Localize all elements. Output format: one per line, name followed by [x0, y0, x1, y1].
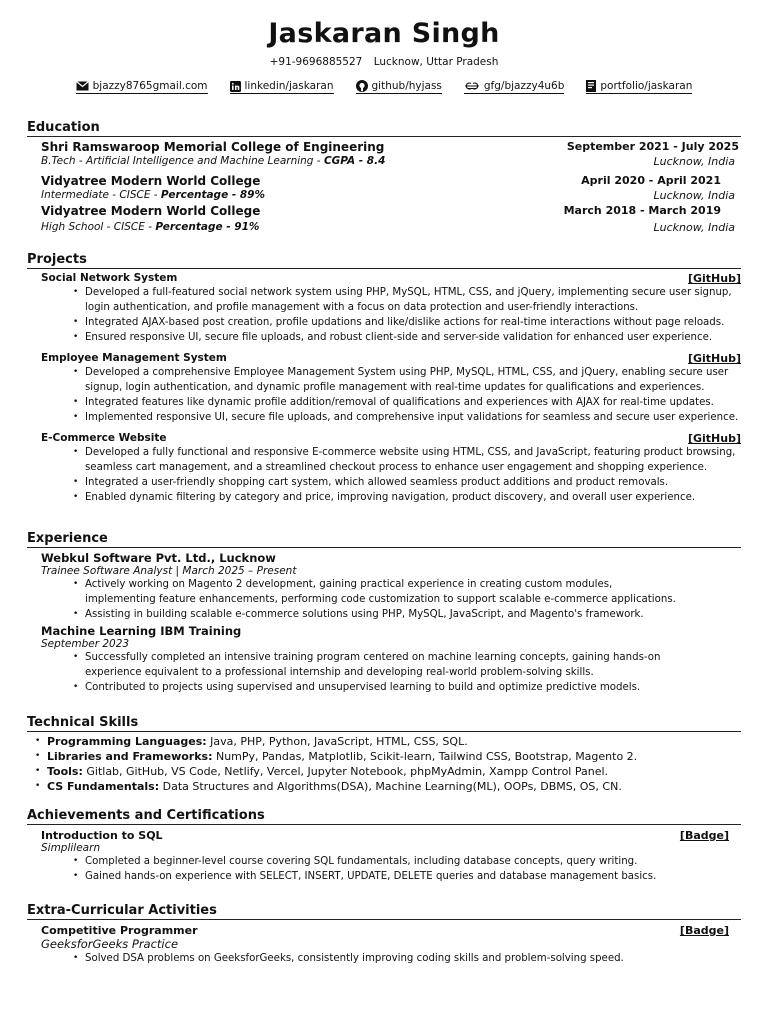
- activity-title: Competitive Programmer: [41, 924, 198, 937]
- skill-row: • CS Fundamentals: Data Structures and Algorithms(DSA), Machine Learning(ML), OOPs, DBMS, OS, CN.: [47, 779, 741, 794]
- section-title: Achievements and Certifications: [27, 808, 741, 825]
- project-title: Social Network System: [41, 272, 178, 284]
- bullet: • Actively working on Magento 2 development, gaining practical experience in creating custom modules, implementing feature enhancements, performing code customization to support scalable e-commerce applications.: [85, 577, 741, 607]
- github-link[interactable]: [356, 80, 442, 94]
- badge-link[interactable]: [Badge]: [679, 924, 729, 937]
- contact-links: [0, 80, 768, 94]
- section-title: Projects: [27, 252, 741, 269]
- institution-name: Shri Ramswaroop Memorial College of Engineering: [41, 140, 385, 154]
- education-date: March 2018 - March 2019: [563, 204, 721, 217]
- portfolio-icon: [586, 80, 596, 92]
- bullet: • Completed a beginner-level course covering SQL fundamentals, including database concepts, query writing.: [85, 854, 741, 869]
- project-entry: [41, 272, 741, 345]
- education-place: Lucknow, India: [653, 155, 735, 168]
- portfolio-text: portfolio/jaskaran: [600, 80, 693, 92]
- bullet: • Integrated AJAX-based post creation, profile updations and like/dislike actions for real-time interactions without page reloads.: [85, 315, 741, 330]
- section-title: Education: [27, 120, 741, 137]
- institution-name: Vidyatree Modern World College: [41, 174, 261, 188]
- certification-title: Introduction to SQL: [41, 829, 163, 842]
- email-link[interactable]: [76, 80, 208, 94]
- bullet: • Integrated features like dynamic profile addition/removal of qualifications and experiences with AJAX for real-time updates.: [85, 395, 741, 410]
- company-name: Webkul Software Pvt. Ltd., Lucknow: [41, 551, 276, 565]
- github-link[interactable]: [GitHub]: [687, 272, 741, 285]
- skill-row: • Tools: Gitlab, GitHub, VS Code, Netlify, Vercel, Jupyter Notebook, phpMyAdmin, Xampp Control Panel.: [47, 764, 741, 779]
- section-title: Technical Skills: [27, 715, 741, 732]
- project-title: Employee Management System: [41, 352, 227, 364]
- institution-name: Vidyatree Modern World College: [41, 204, 261, 218]
- bullet: • Developed a comprehensive Employee Management System using PHP, MySQL, HTML, CSS, and jQuery, enabling secure user signup, login authentication, and dynamic profile management with real-time updates for qualifications and experiences.: [85, 365, 741, 395]
- github-text: github/hyjass: [371, 80, 442, 92]
- candidate-name: Jaskaran Singh: [268, 18, 500, 49]
- bullet: • Developed a fully functional and responsive E-commerce website using HTML, CSS, and JavaScript, featuring product browsing, seamless cart management, and a streamlined checkout process to enhance user engagement and shopping experience.: [85, 445, 741, 475]
- gfg-link[interactable]: [464, 80, 565, 94]
- bullet: • Ensured responsive UI, secure file uploads, and robust client-side and server-side validation for enhanced user experience.: [85, 330, 741, 345]
- gfg-text: gfg/bjazzy4u6b: [483, 80, 565, 92]
- experience-entry: [41, 624, 741, 695]
- github-link[interactable]: [GitHub]: [687, 432, 741, 445]
- section-title: Experience: [27, 531, 741, 548]
- project-entry: [41, 432, 741, 505]
- education-entry: [41, 174, 741, 202]
- bullet: • Developed a full-featured social network system using PHP, MySQL, HTML, CSS, and jQuery, implementing secure user signup, login authentication, and profile management with a focus on data protection and user-friendly interactions.: [85, 285, 741, 315]
- bullet: • Gained hands-on experience with SELECT, INSERT, UPDATE, DELETE queries and database management basics.: [85, 869, 741, 884]
- score: CGPA - 8.4: [323, 155, 386, 167]
- role: Trainee Software Analyst | March 2025 – Present: [41, 565, 297, 577]
- phone-number: +91-9696885527: [269, 56, 363, 68]
- projects-section: [27, 252, 741, 505]
- degree: Intermediate - CISCE -: [41, 189, 161, 201]
- score: Percentage - 91%: [155, 221, 260, 233]
- github-link[interactable]: [GitHub]: [687, 352, 741, 365]
- bullet: • Contributed to projects using supervised and unsupervised learning to build and optimize predictive models.: [85, 680, 741, 695]
- linkedin-text: linkedin/jaskaran: [244, 80, 334, 92]
- education-place: Lucknow, India: [653, 189, 735, 202]
- skills-section: [27, 715, 741, 794]
- bullet: • Integrated a user-friendly shopping cart system, which allowed seamless product additions and product removals.: [85, 475, 741, 490]
- section-title: Extra-Curricular Activities: [27, 903, 741, 920]
- education-entry: [41, 140, 741, 168]
- location: Lucknow, Uttar Pradesh: [373, 56, 499, 68]
- issuer: Simplilearn: [41, 842, 101, 854]
- project-entry: [41, 352, 741, 425]
- skill-row: • Libraries and Frameworks: NumPy, Pandas, Matplotlib, Scikit-learn, Tailwind CSS, Bootstrap, Magento 2.: [47, 749, 741, 764]
- education-section: [27, 120, 741, 234]
- linkedin-icon: [230, 81, 241, 92]
- experience-entry: [41, 551, 741, 622]
- portfolio-link[interactable]: [586, 80, 692, 94]
- bullet: • Implemented responsive UI, secure file uploads, and comprehensive input validations for seamless and secure user experience.: [85, 410, 741, 425]
- score: Percentage - 89%: [160, 189, 265, 201]
- bullet: • Assisting in building scalable e-commerce solutions using PHP, MySQL, JavaScript, and Magento's framework.: [85, 607, 741, 622]
- education-entry: [41, 204, 741, 234]
- achievements-section: [27, 808, 741, 884]
- education-place: Lucknow, India: [653, 221, 735, 234]
- degree: B.Tech - Artificial Intelligence and Machine Learning -: [41, 155, 324, 167]
- bullet: • Successfully completed an intensive training program centered on machine learning concepts, gaining hands-on experience equivalent to a professional internship and developing real-world problem-solving skills.: [85, 650, 741, 680]
- project-title: E-Commerce Website: [41, 432, 167, 444]
- github-icon: [356, 80, 368, 92]
- badge-link[interactable]: [Badge]: [679, 829, 729, 842]
- skill-row: • Programming Languages: Java, PHP, Python, JavaScript, HTML, CSS, SQL.: [47, 734, 741, 749]
- gfg-icon: [464, 81, 480, 91]
- education-date: April 2020 - April 2021: [581, 174, 721, 187]
- bullet: • Solved DSA problems on GeeksforGeeks, consistently improving coding skills and problem-solving speed.: [85, 951, 741, 966]
- experience-section: [27, 531, 741, 695]
- company-name: Machine Learning IBM Training: [41, 624, 242, 638]
- bullet: • Enabled dynamic filtering by category and price, improving navigation, product discovery, and overall user experience.: [85, 490, 741, 505]
- linkedin-link[interactable]: [230, 80, 334, 94]
- issuer: GeeksforGeeks Practice: [41, 937, 179, 951]
- email-icon: [76, 81, 89, 91]
- extracurricular-section: [27, 903, 741, 966]
- role: September 2023: [41, 638, 130, 650]
- degree: High School - CISCE -: [41, 221, 156, 233]
- email-text: bjazzy8765gmail.com: [92, 80, 208, 92]
- education-date: September 2021 - July 2025: [566, 140, 739, 153]
- contact-line: [0, 56, 768, 68]
